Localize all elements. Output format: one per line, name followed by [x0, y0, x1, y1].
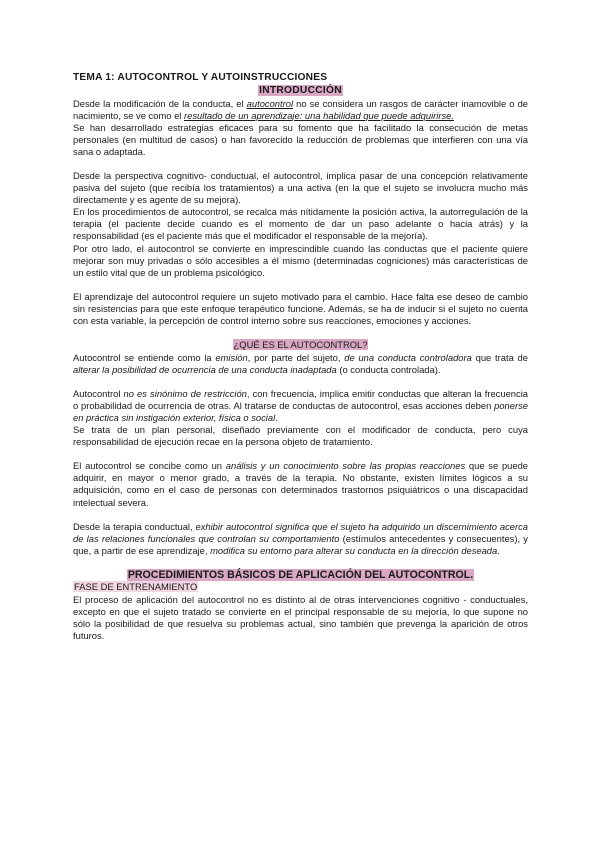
document-title: TEMA 1: AUTOCONTROL Y AUTOINSTRUCCIONES: [73, 72, 328, 83]
paragraph: Se han desarrollado estrategias eficaces para su fomento que ha facilitado la consecución de metas personales (en multitud de casos) o han favorecido la reducción de problemas que interfieren con una vía sana o adaptada.: [73, 121, 528, 157]
paragraph: En los procedimientos de autocontrol, se recalca más nítidamente la posición activa, la autorregulación de la terapia (el paciente decide cuando es el momento de dar un paso adelante o hacia atrás) y la responsabilidad (es el paciente más que el modificador el responsable de la mejoría).: [73, 206, 528, 242]
section-heading-procedimientos: PROCEDIMIENTOS BÁSICOS DE APLICACIÓN DEL AUTOCONTROL.: [127, 568, 474, 581]
paragraph: Autocontrol no es sinónimo de restricción, con frecuencia, implica emitir conductas que alteran la frecuencia o probabilidad de ocurrencia de otras. Al tratarse de conductas de autocontrol, esas acciones deben ponerse en práctica sin instigación exterior, física o social.: [73, 387, 529, 423]
paragraph: Desde la perspectiva cognitivo- conductual, el autocontrol, implica pasar de una concepción relativamente pasiva del sujeto (que recibía los tratamientos) a una activa (en la que el sujeto se involucra mucho más directamente y es agente de su mejora).: [73, 169, 528, 206]
paragraph: Autocontrol se entiende como la emisión, por parte del sujeto, de una conducta controladora que trata de alterar la posibilidad de ocurrencia de una conducta inadaptada (o conducta controlada).: [73, 351, 528, 375]
paragraph: El proceso de aplicación del autocontrol no es distinto al de otras intervenciones cognitivo - conductuales, excepto en que el sujeto tratado se convierte en el principal responsable de su mejoría, lo que supone no sólo la posibilidad de que resuelva su problemas actual, sino también que prevenga la aparición de otros futuros.: [73, 593, 528, 641]
document-page: [73, 72, 528, 642]
paragraph: Se trata de un plan personal, diseñado previamente con el modificador de conducta, pero cuya responsabilidad de ejecución recae en la persona objeto de tratamiento.: [73, 424, 528, 448]
paragraph: Por otro lado, el autocontrol se convierte en imprescindible cuando las conductas que el paciente quiere mejorar son muy privadas o sólo accesibles a él mismo (determinadas cogniciones) más características de un estilo vital que de un problema psicológico.: [73, 242, 528, 278]
paragraph: Desde la modificación de la conducta, el autocontrol no se considera un rasgos de carácter inamovible o de nacimiento, se ve como el resultado de un aprendizaje: una habilidad que puede adquirirse.: [73, 97, 529, 121]
paragraph: Desde la terapia conductual, exhibir autocontrol significa que el sujeto ha adquirido un discernimiento acerca de las relaciones funcionales que controlan su comportamiento (estímulos antecedentes y consecuentes), y que, a partir de ese aprendizaje, modifica su entorno para alterar su conducta en la dirección deseada.: [73, 520, 528, 556]
subheading-fase-entrenamiento: FASE DE ENTRENAMIENTO: [74, 581, 198, 593]
section-heading-introduccion: INTRODUCCIÓN: [259, 85, 342, 96]
section-heading-que-es: ¿QUÉ ES EL AUTOCONTROL?: [233, 339, 368, 351]
paragraph: El autocontrol se concibe como un análisis y un conocimiento sobre las propias reacciones que se puede adquirir, en mayor o menor grado, a través de la terapia. No obstante, existen límites lógicos a su adquisición, como en el caso de personas con determinados trastornos psiquiátricos o una discapacidad intelectual severa.: [73, 460, 529, 508]
paragraph: El aprendizaje del autocontrol requiere un sujeto motivado para el cambio. Hace falta ese deseo de cambio sin resistencias para que este enfoque terapéutico funcione. Además, se ha de inducir si el sujeto no cuenta con esta variable, la percepción de control interno sobre sus reacciones, emociones y acciones.: [73, 290, 528, 326]
